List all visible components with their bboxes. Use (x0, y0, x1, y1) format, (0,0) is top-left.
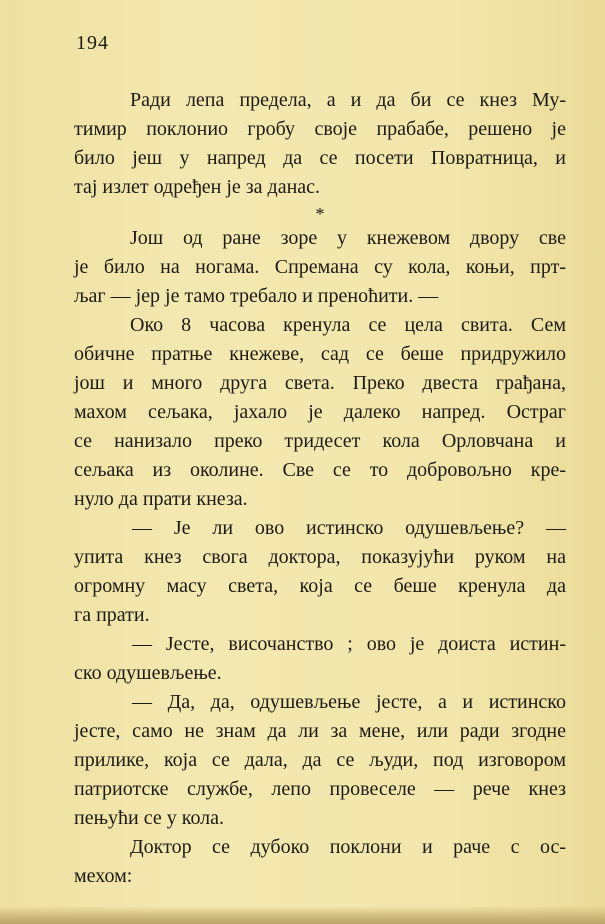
text-line: упита кнез свога доктора, показујући руком на (74, 546, 566, 568)
text-line: је било на ногама. Спремана су кола, коњи, прт- (74, 256, 566, 278)
text-line: га прати. (74, 604, 150, 626)
text-line: Доктор се дубоко поклони и раче с ос- (130, 836, 566, 858)
text-line: махом сељака, јахало је далеко напред. Остраг (74, 401, 566, 423)
text-line: се нанизало преко тридесет кола Орловчана и (74, 430, 566, 452)
text-line: прилике, која се дала, да се људи, под изговором (74, 749, 566, 771)
section-separator: * (315, 204, 325, 224)
text-line: мехом: (74, 865, 133, 887)
text-line: Ради лепа предела, а и да би се кнез Му- (130, 89, 566, 111)
text-line: сељака из околине. Све се то добровољно кре- (74, 459, 566, 481)
text-line: — Јесте, височанство ; ово је доиста истин- (132, 633, 566, 655)
text-line: тимир поклонио гробу своје прабабе, решено је (74, 118, 566, 140)
text-line: — Да, да, одушевљење јесте, а и истинско (132, 691, 566, 713)
text-line: — Је ли ово истинско одушевљење? — (132, 517, 566, 539)
text-line: љаг — јер је тамо требало и преноћити. — (74, 285, 439, 307)
text-line: Око 8 часова кренула се цела свита. Сем (130, 314, 566, 336)
page-number: 194 (76, 32, 109, 54)
text-line: патриотске службе, лепо провеселе — рече кнез (74, 778, 566, 800)
page-text (74, 86, 566, 891)
text-line: нуло да прати кнеза. (74, 488, 248, 510)
text-line: обичне пратње кнежеве, сад се беше придружило (74, 343, 566, 365)
text-line: било јеш у напред да се посети Повратница, и (74, 147, 566, 169)
text-line: огромну масу света, која се беше кренула да (74, 575, 566, 597)
text-line: Још од ране зоре у кнежевом двору све (130, 227, 566, 249)
text-line: тај излет одређен је за данас. (74, 176, 321, 198)
text-line: јесте, само не знам да ли за мене, или ради згодне (74, 720, 566, 742)
text-line: ско одушевљење. (74, 662, 222, 684)
text-line: још и много друга света. Преко двеста грађана, (74, 372, 566, 394)
text-line: пењући се у кола. (74, 807, 225, 829)
page-bottom-edge (0, 906, 605, 924)
